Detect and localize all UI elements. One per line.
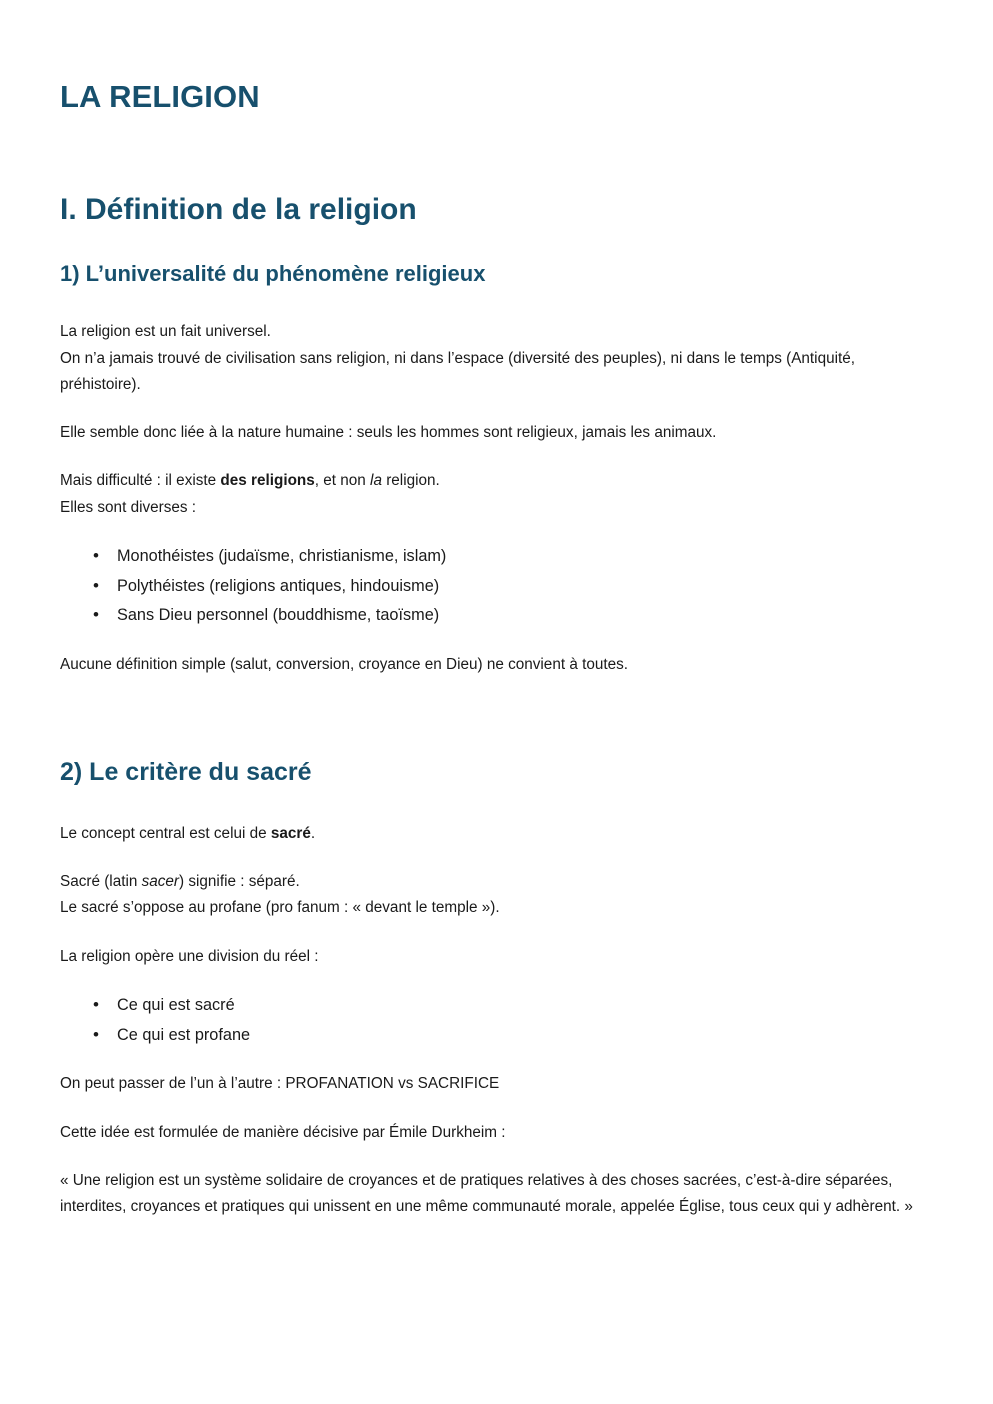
bullet-list-religions (60, 542, 923, 631)
spacer (60, 1146, 923, 1168)
spacer (60, 678, 923, 756)
paragraph-concept-central (60, 821, 923, 847)
spacer (60, 521, 923, 542)
paragraph-line: Mais difficulté : il existe (60, 472, 221, 490)
paragraph-line: . (310, 824, 316, 842)
emphasis-des-religions: des religions (220, 472, 315, 490)
spacer (60, 1098, 923, 1120)
paragraph-aucune-definition (60, 652, 923, 678)
spacer (60, 229, 923, 260)
paragraph-durkheim-quote (60, 1168, 923, 1221)
paragraph-line: religion. (381, 472, 440, 490)
page-title: LA RELIGION (60, 79, 260, 114)
paragraph-sacre-latin (60, 869, 923, 922)
subsection-heading-1-2: 2) Le critère du sacré (60, 758, 312, 787)
emphasis-la: la (370, 472, 382, 490)
paragraph-line: Le concept central est celui de (60, 824, 271, 842)
paragraph-line: ) signifie : séparé. (179, 873, 300, 891)
paragraph-difficulte (60, 468, 923, 521)
spacer (60, 847, 923, 869)
subsection-heading-1-1: 1) L’universalité du phénomène religieux (60, 260, 486, 286)
spacer (60, 970, 923, 991)
paragraph-line: On peut passer de l’un à l’autre : PROFANATION vs SACRIFICE (60, 1075, 500, 1093)
paragraph-line: Aucune définition simple (salut, conversion, croyance en Dieu) ne convient à toutes. (60, 656, 629, 674)
spacer (60, 1050, 923, 1071)
paragraph-line: Le sacré s’oppose au profane (pro fanum : « devant le temple »). (60, 899, 500, 917)
paragraph-line: Sacré (latin (60, 873, 142, 891)
list-item: • Sans Dieu personnel (bouddhisme, taoïsme) (60, 601, 923, 631)
spacer (60, 446, 923, 468)
list-item: • Ce qui est profane (60, 1021, 923, 1051)
spacer (60, 922, 923, 944)
spacer (60, 398, 923, 420)
paragraph-division-reel (60, 944, 923, 970)
paragraph-nature-humaine (60, 420, 923, 446)
emphasis-sacre: sacré (270, 824, 311, 842)
section-heading-1: I. Définition de la religion (60, 193, 417, 227)
paragraph-profanation-sacrifice (60, 1071, 923, 1097)
spacer (60, 789, 923, 821)
emphasis-sacer: sacer (141, 873, 180, 891)
paragraph-durkheim-intro (60, 1120, 923, 1146)
paragraph-line: La religion opère une division du réel : (60, 947, 319, 965)
list-item: • Ce qui est sacré (60, 991, 923, 1021)
paragraph-line: Elle semble donc liée à la nature humaine : seuls les hommes sont religieux, jamais les animaux. (60, 424, 717, 442)
spacer (60, 288, 923, 319)
spacer (60, 631, 923, 652)
paragraph-line: La religion est un fait universel. (60, 323, 271, 341)
paragraph-line: On n’a jamais trouvé de civilisation sans religion, ni dans l’espace (diversité des peuples), ni dans le temps (Antiquité, préhistoire). (60, 349, 855, 393)
list-item: • Polythéistes (religions antiques, hindouisme) (60, 572, 923, 602)
paragraph-line: Cette idée est formulée de manière décisive par Émile Durkheim : (60, 1123, 506, 1141)
quote-text: « Une religion est un système solidaire de croyances et de pratiques relatives à des choses sacrées, c’est-à-dire séparées, interdites, croyances et pratiques qui unissent en une même communauté morale, appelée Église, tous ceux qui y adhèrent. » (60, 1171, 913, 1216)
bullet-list-sacre-profane (60, 991, 923, 1050)
paragraph-universel (60, 319, 923, 398)
paragraph-line: Elles sont diverses : (60, 498, 197, 516)
list-item: • Monothéistes (judaïsme, christianisme, islam) (60, 542, 923, 572)
paragraph-line: , et non (314, 472, 371, 490)
spacer (60, 115, 923, 191)
